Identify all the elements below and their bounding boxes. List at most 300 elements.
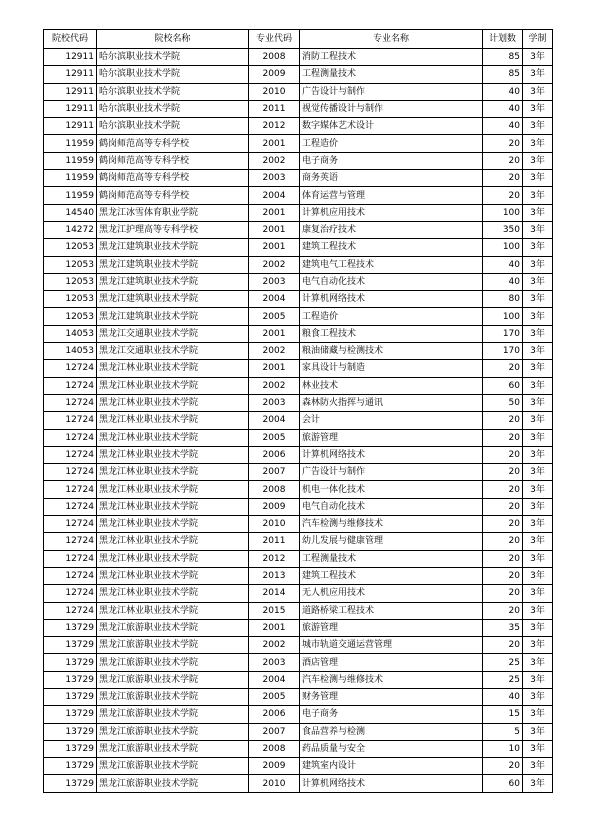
major-code-cell: 2001 [249,135,300,152]
major-name-cell: 无人机应用技术 [300,585,483,602]
duration-cell: 3年 [523,343,553,360]
major-code-cell: 2008 [249,481,300,498]
school-name-cell: 哈尔滨职业技术学院 [97,83,249,100]
school-name-cell: 黑龙江建筑职业技术学院 [97,273,249,290]
school-code-cell: 12724 [44,550,97,567]
school-name-cell: 黑龙江旅游职业技术学院 [97,637,249,654]
duration-cell: 3年 [523,619,553,636]
major-code-cell: 2010 [249,83,300,100]
major-name-cell: 森林防火指挥与通讯 [300,394,483,411]
table-row [44,429,553,446]
duration-cell: 3年 [523,498,553,515]
school-name-cell: 黑龙江旅游职业技术学院 [97,654,249,671]
major-code-cell: 2003 [249,654,300,671]
major-name-cell: 体育运营与管理 [300,187,483,204]
table-row [44,83,553,100]
major-name-cell: 粮油储藏与检测技术 [300,343,483,360]
major-code-cell: 2010 [249,516,300,533]
table-row [44,533,553,550]
table-row [44,377,553,394]
table-row [44,360,553,377]
major-name-cell: 工程测量技术 [300,550,483,567]
major-code-cell: 2001 [249,239,300,256]
major-code-cell: 2001 [249,325,300,342]
table-row [44,170,553,187]
major-name-cell: 电气自动化技术 [300,498,483,515]
school-name-cell: 黑龙江旅游职业技术学院 [97,740,249,757]
major-code-cell: 2012 [249,118,300,135]
duration-cell: 3年 [523,135,553,152]
school-name-cell: 黑龙江旅游职业技术学院 [97,671,249,688]
major-name-cell: 电气自动化技术 [300,273,483,290]
plan-count-cell: 40 [483,100,523,117]
school-code-cell: 12053 [44,291,97,308]
plan-count-cell: 350 [483,221,523,238]
plan-count-cell: 20 [483,187,523,204]
plan-count-cell: 40 [483,83,523,100]
school-code-cell: 12724 [44,533,97,550]
table-row [44,152,553,169]
table-row [44,516,553,533]
major-code-cell: 2005 [249,688,300,705]
school-name-cell: 黑龙江护理高等专科学校 [97,221,249,238]
plan-count-cell: 85 [483,66,523,83]
major-name-cell: 广告设计与制作 [300,83,483,100]
major-name-cell: 消防工程技术 [300,49,483,66]
major-name-cell: 会计 [300,412,483,429]
school-code-cell: 13729 [44,758,97,775]
duration-cell: 3年 [523,758,553,775]
school-name-cell: 黑龙江建筑职业技术学院 [97,308,249,325]
major-code-cell: 2012 [249,550,300,567]
plan-count-cell: 60 [483,377,523,394]
major-name-cell: 电子商务 [300,152,483,169]
major-code-cell: 2001 [249,221,300,238]
major-code-cell: 2010 [249,775,300,792]
plan-count-cell: 20 [483,429,523,446]
table-row [44,221,553,238]
school-name-cell: 黑龙江林业职业技术学院 [97,498,249,515]
duration-cell: 3年 [523,308,553,325]
duration-cell: 3年 [523,66,553,83]
school-name-cell: 鹤岗师范高等专科学校 [97,170,249,187]
duration-cell: 3年 [523,550,553,567]
school-code-cell: 12911 [44,49,97,66]
table-row [44,256,553,273]
duration-cell: 3年 [523,170,553,187]
major-name-cell: 汽车检测与维修技术 [300,671,483,688]
major-code-cell: 2013 [249,567,300,584]
major-code-cell: 2002 [249,637,300,654]
school-code-cell: 12724 [44,429,97,446]
school-name-cell: 黑龙江交通职业技术学院 [97,343,249,360]
plan-count-cell: 50 [483,394,523,411]
major-name-cell: 建筑工程技术 [300,567,483,584]
school-code-cell: 12911 [44,100,97,117]
major-code-cell: 2008 [249,740,300,757]
school-code-cell: 12911 [44,83,97,100]
school-name-cell: 黑龙江林业职业技术学院 [97,585,249,602]
school-name-cell: 黑龙江旅游职业技术学院 [97,688,249,705]
plan-count-cell: 20 [483,567,523,584]
plan-count-cell: 100 [483,204,523,221]
plan-count-cell: 20 [483,516,523,533]
school-name-cell: 黑龙江林业职业技术学院 [97,360,249,377]
major-name-cell: 城市轨道交通运营管理 [300,637,483,654]
school-name-cell: 黑龙江林业职业技术学院 [97,602,249,619]
school-code-cell: 12724 [44,567,97,584]
table-row [44,325,553,342]
major-code-cell: 2005 [249,308,300,325]
duration-cell: 3年 [523,256,553,273]
duration-cell: 3年 [523,654,553,671]
plan-count-cell: 20 [483,602,523,619]
table-row [44,239,553,256]
school-code-cell: 13729 [44,654,97,671]
table-row [44,602,553,619]
major-name-cell: 粮食工程技术 [300,325,483,342]
major-code-cell: 2003 [249,273,300,290]
school-name-cell: 黑龙江林业职业技术学院 [97,516,249,533]
school-code-cell: 12724 [44,377,97,394]
duration-cell: 3年 [523,239,553,256]
school-code-cell: 12724 [44,481,97,498]
plan-count-cell: 40 [483,256,523,273]
duration-cell: 3年 [523,671,553,688]
plan-count-cell: 20 [483,170,523,187]
duration-cell: 3年 [523,291,553,308]
major-name-cell: 视觉传播设计与制作 [300,100,483,117]
table-row [44,688,553,705]
school-code-cell: 12724 [44,464,97,481]
major-code-cell: 2004 [249,412,300,429]
table-row [44,412,553,429]
header-school-code: 院校代码 [44,30,97,49]
major-name-cell: 食品营养与检测 [300,723,483,740]
school-name-cell: 黑龙江林业职业技术学院 [97,394,249,411]
table-row [44,135,553,152]
table-row [44,291,553,308]
school-name-cell: 黑龙江林业职业技术学院 [97,481,249,498]
school-code-cell: 14540 [44,204,97,221]
major-code-cell: 2001 [249,360,300,377]
school-name-cell: 黑龙江交通职业技术学院 [97,325,249,342]
header-school-name: 院校名称 [97,30,249,49]
major-code-cell: 2002 [249,152,300,169]
school-code-cell: 13729 [44,740,97,757]
school-code-cell: 13729 [44,688,97,705]
school-name-cell: 黑龙江林业职业技术学院 [97,446,249,463]
school-code-cell: 14272 [44,221,97,238]
duration-cell: 3年 [523,412,553,429]
major-name-cell: 建筑电气工程技术 [300,256,483,273]
plan-count-cell: 20 [483,498,523,515]
header-duration: 学制 [523,30,553,49]
table-row [44,723,553,740]
school-name-cell: 哈尔滨职业技术学院 [97,118,249,135]
major-code-cell: 2007 [249,723,300,740]
school-code-cell: 12724 [44,360,97,377]
header-major-name: 专业名称 [300,30,483,49]
table-row [44,637,553,654]
school-name-cell: 黑龙江建筑职业技术学院 [97,291,249,308]
plan-count-cell: 40 [483,688,523,705]
plan-count-cell: 35 [483,619,523,636]
table-row [44,498,553,515]
plan-count-cell: 20 [483,637,523,654]
school-name-cell: 黑龙江冰雪体育职业学院 [97,204,249,221]
plan-count-cell: 100 [483,308,523,325]
plan-count-cell: 60 [483,775,523,792]
major-name-cell: 广告设计与制作 [300,464,483,481]
table-row [44,66,553,83]
school-code-cell: 13729 [44,775,97,792]
plan-count-cell: 20 [483,446,523,463]
school-name-cell: 黑龙江建筑职业技术学院 [97,239,249,256]
major-code-cell: 2009 [249,498,300,515]
major-code-cell: 2009 [249,66,300,83]
school-name-cell: 黑龙江旅游职业技术学院 [97,723,249,740]
major-code-cell: 2005 [249,429,300,446]
major-name-cell: 计算机网络技术 [300,775,483,792]
school-code-cell: 11959 [44,135,97,152]
plan-count-cell: 170 [483,343,523,360]
major-code-cell: 2003 [249,394,300,411]
school-name-cell: 黑龙江旅游职业技术学院 [97,706,249,723]
major-name-cell: 酒店管理 [300,654,483,671]
plan-count-cell: 20 [483,481,523,498]
major-name-cell: 工程造价 [300,135,483,152]
major-name-cell: 林业技术 [300,377,483,394]
duration-cell: 3年 [523,775,553,792]
table-row [44,758,553,775]
table-header-row [44,30,553,49]
school-code-cell: 13729 [44,706,97,723]
plan-count-cell: 10 [483,740,523,757]
school-name-cell: 黑龙江林业职业技术学院 [97,567,249,584]
school-code-cell: 12053 [44,308,97,325]
table-row [44,585,553,602]
major-name-cell: 数字媒体艺术设计 [300,118,483,135]
duration-cell: 3年 [523,394,553,411]
duration-cell: 3年 [523,152,553,169]
duration-cell: 3年 [523,273,553,290]
school-code-cell: 12724 [44,446,97,463]
major-name-cell: 工程测量技术 [300,66,483,83]
duration-cell: 3年 [523,602,553,619]
table-row [44,343,553,360]
table-row [44,204,553,221]
plan-count-cell: 25 [483,671,523,688]
duration-cell: 3年 [523,325,553,342]
major-name-cell: 计算机网络技术 [300,291,483,308]
major-name-cell: 康复治疗技术 [300,221,483,238]
school-code-cell: 12911 [44,66,97,83]
major-name-cell: 家具设计与制造 [300,360,483,377]
major-name-cell: 财务管理 [300,688,483,705]
school-code-cell: 12724 [44,412,97,429]
major-code-cell: 2002 [249,256,300,273]
major-code-cell: 2002 [249,377,300,394]
header-plan-count: 计划数 [483,30,523,49]
major-name-cell: 计算机网络技术 [300,446,483,463]
school-code-cell: 12053 [44,239,97,256]
duration-cell: 3年 [523,187,553,204]
plan-count-cell: 20 [483,412,523,429]
major-code-cell: 2006 [249,446,300,463]
duration-cell: 3年 [523,49,553,66]
plan-count-cell: 5 [483,723,523,740]
plan-count-cell: 20 [483,152,523,169]
school-code-cell: 11959 [44,170,97,187]
major-name-cell: 药品质量与安全 [300,740,483,757]
duration-cell: 3年 [523,567,553,584]
plan-count-cell: 25 [483,654,523,671]
table-row [44,671,553,688]
major-name-cell: 商务英语 [300,170,483,187]
enrollment-plan-table [43,29,553,793]
school-code-cell: 12724 [44,498,97,515]
school-name-cell: 黑龙江建筑职业技术学院 [97,256,249,273]
school-code-cell: 12053 [44,256,97,273]
plan-count-cell: 40 [483,273,523,290]
major-name-cell: 建筑室内设计 [300,758,483,775]
plan-count-cell: 20 [483,464,523,481]
school-code-cell: 13729 [44,619,97,636]
plan-count-cell: 40 [483,118,523,135]
major-code-cell: 2004 [249,291,300,308]
major-code-cell: 2004 [249,187,300,204]
school-code-cell: 13729 [44,671,97,688]
school-code-cell: 11959 [44,187,97,204]
school-code-cell: 11959 [44,152,97,169]
major-code-cell: 2009 [249,758,300,775]
table-row [44,654,553,671]
plan-count-cell: 20 [483,758,523,775]
table-row [44,619,553,636]
table-row [44,464,553,481]
major-name-cell: 计算机应用技术 [300,204,483,221]
duration-cell: 3年 [523,637,553,654]
plan-count-cell: 20 [483,533,523,550]
major-name-cell: 汽车检测与维修技术 [300,516,483,533]
school-name-cell: 黑龙江林业职业技术学院 [97,464,249,481]
duration-cell: 3年 [523,446,553,463]
school-name-cell: 黑龙江旅游职业技术学院 [97,619,249,636]
table-row [44,273,553,290]
plan-count-cell: 15 [483,706,523,723]
major-name-cell: 电子商务 [300,706,483,723]
school-name-cell: 黑龙江旅游职业技术学院 [97,758,249,775]
duration-cell: 3年 [523,360,553,377]
school-code-cell: 14053 [44,343,97,360]
duration-cell: 3年 [523,740,553,757]
school-name-cell: 鹤岗师范高等专科学校 [97,135,249,152]
school-code-cell: 14053 [44,325,97,342]
duration-cell: 3年 [523,723,553,740]
plan-count-cell: 20 [483,135,523,152]
school-name-cell: 黑龙江旅游职业技术学院 [97,775,249,792]
major-code-cell: 2003 [249,170,300,187]
school-name-cell: 鹤岗师范高等专科学校 [97,152,249,169]
school-code-cell: 12724 [44,394,97,411]
major-name-cell: 旅游管理 [300,429,483,446]
school-name-cell: 哈尔滨职业技术学院 [97,66,249,83]
plan-count-cell: 80 [483,291,523,308]
table-row [44,100,553,117]
duration-cell: 3年 [523,464,553,481]
school-code-cell: 13729 [44,723,97,740]
table-row [44,481,553,498]
duration-cell: 3年 [523,204,553,221]
major-code-cell: 2001 [249,619,300,636]
table-row [44,550,553,567]
school-name-cell: 黑龙江林业职业技术学院 [97,412,249,429]
major-code-cell: 2002 [249,343,300,360]
table-row [44,775,553,792]
major-code-cell: 2008 [249,49,300,66]
school-code-cell: 12911 [44,118,97,135]
major-code-cell: 2011 [249,533,300,550]
duration-cell: 3年 [523,83,553,100]
plan-count-cell: 85 [483,49,523,66]
school-code-cell: 12724 [44,602,97,619]
plan-count-cell: 170 [483,325,523,342]
major-name-cell: 建筑工程技术 [300,239,483,256]
major-name-cell: 幼儿发展与健康管理 [300,533,483,550]
major-name-cell: 机电一体化技术 [300,481,483,498]
duration-cell: 3年 [523,377,553,394]
header-major-code: 专业代码 [249,30,300,49]
school-name-cell: 哈尔滨职业技术学院 [97,49,249,66]
table-row [44,567,553,584]
school-name-cell: 鹤岗师范高等专科学校 [97,187,249,204]
school-name-cell: 黑龙江林业职业技术学院 [97,550,249,567]
table-row [44,187,553,204]
school-name-cell: 黑龙江林业职业技术学院 [97,533,249,550]
school-code-cell: 13729 [44,637,97,654]
table-row [44,740,553,757]
duration-cell: 3年 [523,100,553,117]
major-code-cell: 2001 [249,204,300,221]
major-name-cell: 旅游管理 [300,619,483,636]
school-name-cell: 黑龙江林业职业技术学院 [97,429,249,446]
school-code-cell: 12724 [44,585,97,602]
school-name-cell: 黑龙江林业职业技术学院 [97,377,249,394]
major-code-cell: 2015 [249,602,300,619]
school-name-cell: 哈尔滨职业技术学院 [97,100,249,117]
school-code-cell: 12724 [44,516,97,533]
duration-cell: 3年 [523,533,553,550]
duration-cell: 3年 [523,516,553,533]
duration-cell: 3年 [523,688,553,705]
duration-cell: 3年 [523,429,553,446]
major-name-cell: 工程造价 [300,308,483,325]
duration-cell: 3年 [523,585,553,602]
table-row [44,308,553,325]
plan-count-cell: 20 [483,360,523,377]
major-code-cell: 2006 [249,706,300,723]
duration-cell: 3年 [523,706,553,723]
table-row [44,118,553,135]
plan-count-cell: 20 [483,550,523,567]
major-name-cell: 道路桥梁工程技术 [300,602,483,619]
major-code-cell: 2011 [249,100,300,117]
table-row [44,446,553,463]
plan-count-cell: 20 [483,585,523,602]
duration-cell: 3年 [523,481,553,498]
duration-cell: 3年 [523,118,553,135]
